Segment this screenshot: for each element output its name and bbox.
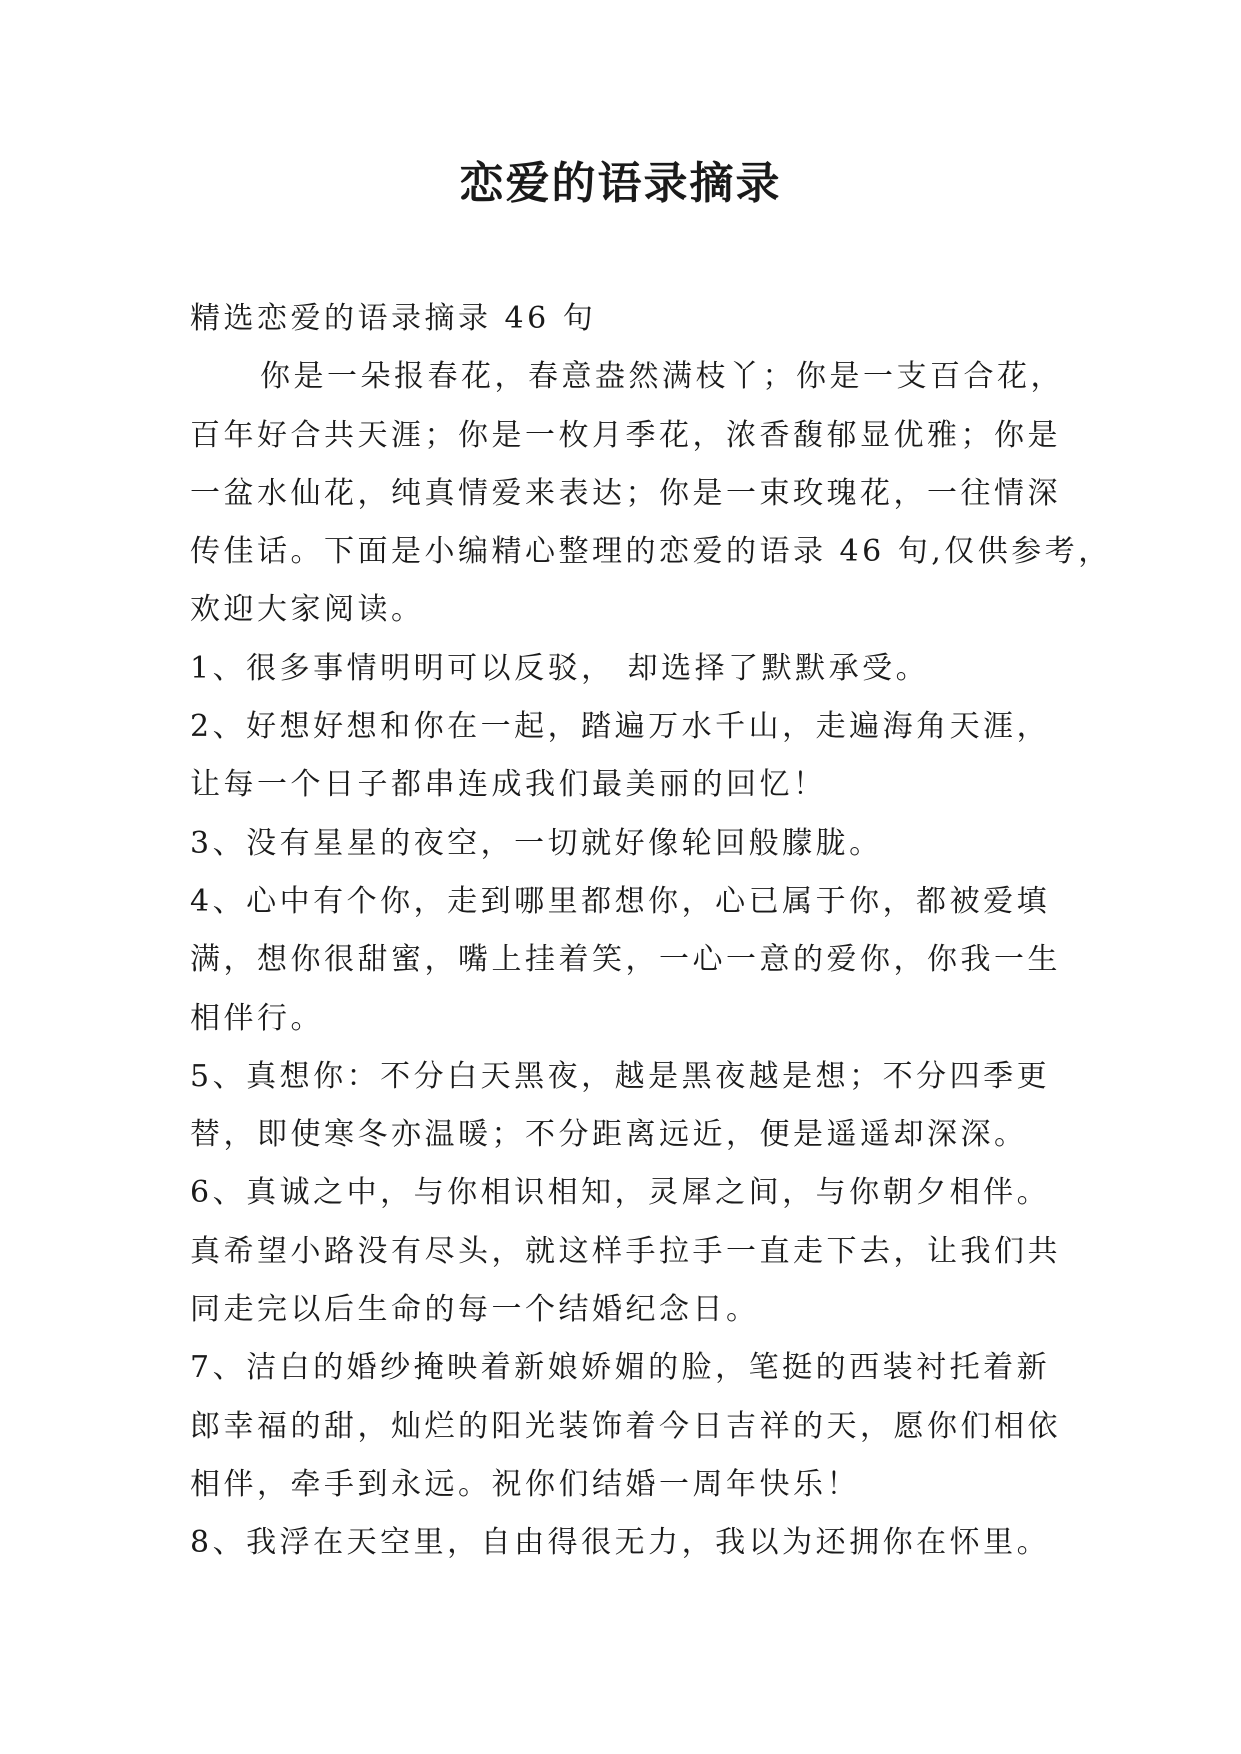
quote-8-line-1: 8、我浮在天空里，自由得很无力，我以为还拥你在怀里。	[190, 1525, 1051, 1561]
quote-2-line-1: 2、好想好想和你在一起，踏遍万水千山，走遍海角天涯，	[190, 709, 1051, 745]
document-title: 恋爱的语录摘录	[459, 158, 782, 209]
quote-4-line-1: 4、心中有个你，走到哪里都想你，心已属于你，都被爱填	[190, 883, 1051, 919]
quote-7-line-2: 郎幸福的甜，灿烂的阳光装饰着今日吉祥的天，愿你们相依	[190, 1408, 1061, 1444]
intro-line-4: 传佳话。下面是小编精心整理的恋爱的语录 46 句,仅供参考，	[190, 534, 1112, 570]
quote-6-line-3: 同走完以后生命的每一个结婚纪念日。	[190, 1292, 760, 1328]
quote-7-line-1: 7、洁白的婚纱掩映着新娘娇媚的脸，笔挺的西装衬托着新	[190, 1350, 1051, 1386]
intro-line-2: 百年好合共天涯；你是一枚月季花，浓香馥郁显优雅；你是	[190, 417, 1061, 453]
quote-4-line-3: 相伴行。	[190, 1000, 324, 1036]
quote-5-line-1: 5、真想你：不分白天黑夜，越是黑夜越是想；不分四季更	[190, 1058, 1051, 1094]
quote-3-line-1: 3、没有星星的夜空，一切就好像轮回般朦胧。	[190, 825, 883, 861]
quote-6-line-1: 6、真诚之中，与你相识相知，灵犀之间，与你朝夕相伴。	[190, 1175, 1051, 1211]
quote-6-line-2: 真希望小路没有尽头，就这样手拉手一直走下去，让我们共	[190, 1233, 1061, 1269]
subtitle-line: 精选恋爱的语录摘录 46 句	[190, 301, 597, 336]
quote-1-line-1: 1、很多事情明明可以反驳， 却选择了默默承受。	[190, 650, 930, 686]
document-body	[190, 290, 1112, 1573]
quote-7-line-3: 相伴，牵手到永远。祝你们结婚一周年快乐！	[190, 1466, 860, 1502]
intro-line-1: 你是一朵报春花，春意盎然满枝丫；你是一支百合花，	[260, 359, 1064, 395]
quote-5-line-2: 替，即使寒冬亦温暖；不分距离远近，便是遥遥却深深。	[190, 1117, 1028, 1153]
quote-2-line-2: 让每一个日子都串连成我们最美丽的回忆！	[190, 767, 827, 803]
intro-line-5: 欢迎大家阅读。	[190, 592, 425, 628]
intro-line-3: 一盆水仙花，纯真情爱来表达；你是一束玫瑰花，一往情深	[190, 475, 1061, 511]
quote-4-line-2: 满，想你很甜蜜，嘴上挂着笑，一心一意的爱你，你我一生	[190, 942, 1061, 978]
